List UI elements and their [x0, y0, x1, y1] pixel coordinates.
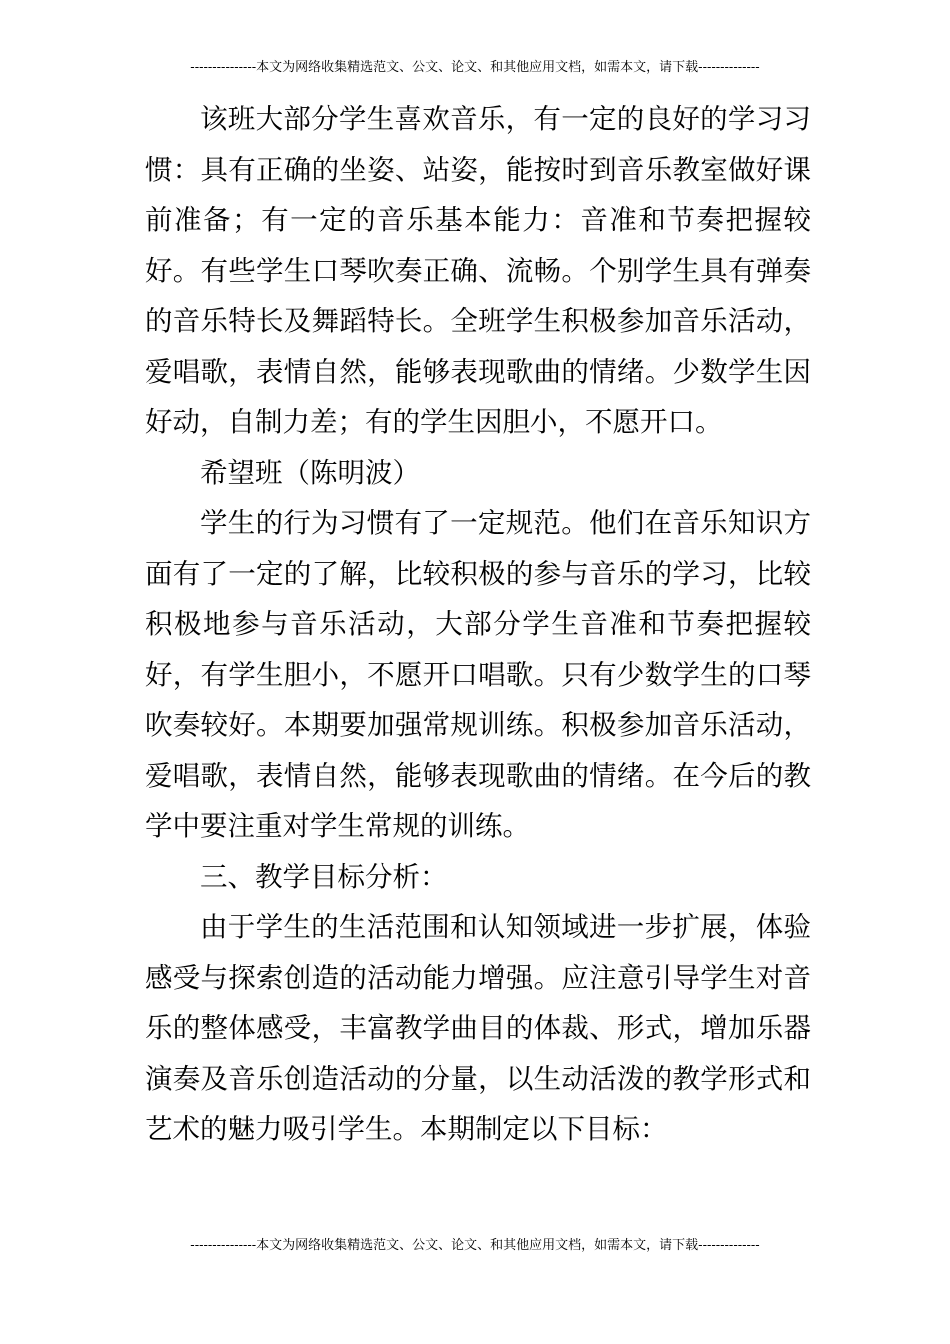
paragraph-class-analysis: 该班大部分学生喜欢音乐，有一定的良好的学习习惯：具有正确的坐姿、站姿，能按时到音乐教室做好课前准备；有一定的音乐基本能力：音准和节奏把握较好。有些学生口琴吹奏正确、流畅。个别学生具有弹奏的音乐特长及舞蹈特长。全班学生积极参加音乐活动，爱唱歌，表情自然，能够表现歌曲的情绪。少数学生因好动，自制力差；有的学生因胆小，不愿开口。	[145, 103, 811, 438]
document-body	[145, 94, 811, 1155]
section-heading-teaching-goals: 三、教学目标分析：	[200, 860, 448, 893]
header-banner: ---------------本文为网络收集精选范文、公文、论文、和其他应用文档，如需本文，请下载--------------	[190, 60, 760, 75]
section-heading-hope-class: 希望班（陈明波）	[200, 456, 420, 489]
paragraph-hope-class-analysis: 学生的行为习惯有了一定规范。他们在音乐知识方面有了一定的了解，比较积极的参与音乐的学习，比较积极地参与音乐活动，大部分学生音准和节奏把握较好，有学生胆小，不愿开口唱歌。只有少数学生的口琴吹奏较好。本期要加强常规训练。积极参加音乐活动，爱唱歌，表情自然，能够表现歌曲的情绪。在今后的教学中要注重对学生常规的训练。	[145, 507, 811, 842]
footer-banner: ---------------本文为网络收集精选范文、公文、论文、和其他应用文档，如需本文，请下载--------------	[190, 1238, 760, 1253]
paragraph-teaching-goals: 由于学生的生活范围和认知领域进一步扩展，体验感受与探索创造的活动能力增强。应注意引导学生对音乐的整体感受，丰富教学曲目的体裁、形式，增加乐器演奏及音乐创造活动的分量，以生动活泼的教学形式和艺术的魅力吸引学生。本期制定以下目标：	[145, 911, 811, 1145]
